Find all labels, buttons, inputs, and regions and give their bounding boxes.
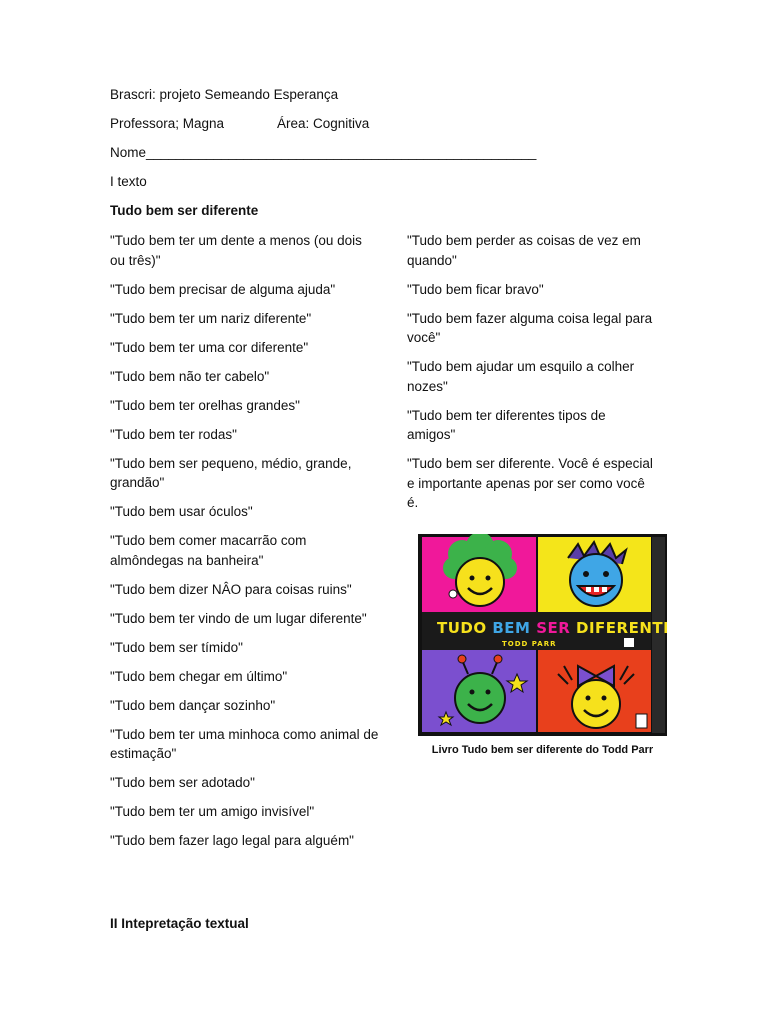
list-item: "Tudo bem comer macarrão com almôndegas na banheira" bbox=[110, 533, 307, 568]
list-item: "Tudo bem ter vindo de um lugar diferente" bbox=[110, 610, 367, 626]
list-item: "Tudo bem fazer alguma coisa legal para você" bbox=[407, 310, 653, 345]
list-item: "Tudo bem ter um nariz diferente" bbox=[110, 310, 312, 326]
section-one-heading: I texto bbox=[110, 174, 147, 189]
cover-title-word-2: BEM bbox=[492, 619, 537, 637]
subject-area: Área: Cognitiva bbox=[277, 116, 370, 131]
list-item: "Tudo bem ser tímido" bbox=[110, 639, 243, 655]
list-item: "Tudo bem ter uma cor diferente" bbox=[110, 339, 309, 355]
list-item: "Tudo bem precisar de alguma ajuda" bbox=[110, 281, 336, 297]
cover-author: TODD PARR bbox=[502, 640, 557, 648]
book-cover-image bbox=[418, 534, 667, 736]
list-item: "Tudo bem fazer lago legal para alguém" bbox=[110, 833, 354, 848]
list-item: "Tudo bem ter uma minhoca como animal de estimação" bbox=[110, 726, 379, 761]
right-column bbox=[407, 231, 657, 522]
text-title: Tudo bem ser diferente bbox=[110, 203, 259, 218]
list-item: "Tudo bem ser adotado" bbox=[110, 775, 255, 790]
list-item: "Tudo bem perder as coisas de vez em quando" bbox=[407, 233, 641, 268]
list-item: "Tudo bem chegar em último" bbox=[110, 668, 288, 684]
list-item: "Tudo bem ajudar um esquilo a colher nozes" bbox=[407, 359, 635, 394]
cover-title-word-1: TUDO bbox=[437, 619, 493, 637]
cover-title-word-3: SER bbox=[536, 619, 577, 637]
left-column bbox=[110, 231, 380, 860]
list-item: "Tudo bem ficar bravo" bbox=[407, 281, 544, 297]
teacher-line bbox=[110, 115, 370, 133]
list-item: "Tudo bem não ter cabelo" bbox=[110, 368, 270, 384]
section-two-heading: II Intepretação textual bbox=[110, 916, 249, 931]
svg-text:TUDO BEM SER DIFERENTE bbox=[437, 619, 667, 637]
list-item: "Tudo bem dançar sozinho" bbox=[110, 697, 276, 713]
list-item: "Tudo bem ter um amigo invisível" bbox=[110, 804, 315, 819]
book-caption: Livro Tudo bem ser diferente do Todd Parr bbox=[431, 744, 654, 756]
list-item: "Tudo bem ser diferente. Você é especial e importante apenas por ser como você é. bbox=[407, 456, 653, 510]
list-item: "Tudo bem ter diferentes tipos de amigos" bbox=[407, 407, 606, 442]
list-item: "Tudo bem dizer NÂO para coisas ruins" bbox=[110, 581, 352, 597]
list-item: "Tudo bem ter orelhas grandes" bbox=[110, 397, 300, 413]
list-item: "Tudo bem usar óculos" bbox=[110, 504, 253, 519]
name-field: Nome____________________________________________________ bbox=[110, 145, 537, 160]
list-item: "Tudo bem ter rodas" bbox=[110, 426, 237, 442]
cover-title-word-4: DIFERENTE bbox=[576, 619, 667, 637]
list-item: "Tudo bem ser pequeno, médio, grande, grandão" bbox=[110, 455, 352, 490]
list-item: "Tudo bem ter um dente a menos (ou dois ou três)" bbox=[110, 233, 362, 268]
teacher-name: Professora; Magna bbox=[110, 116, 225, 131]
school-line: Brascri: projeto Semeando Esperança bbox=[110, 87, 339, 102]
